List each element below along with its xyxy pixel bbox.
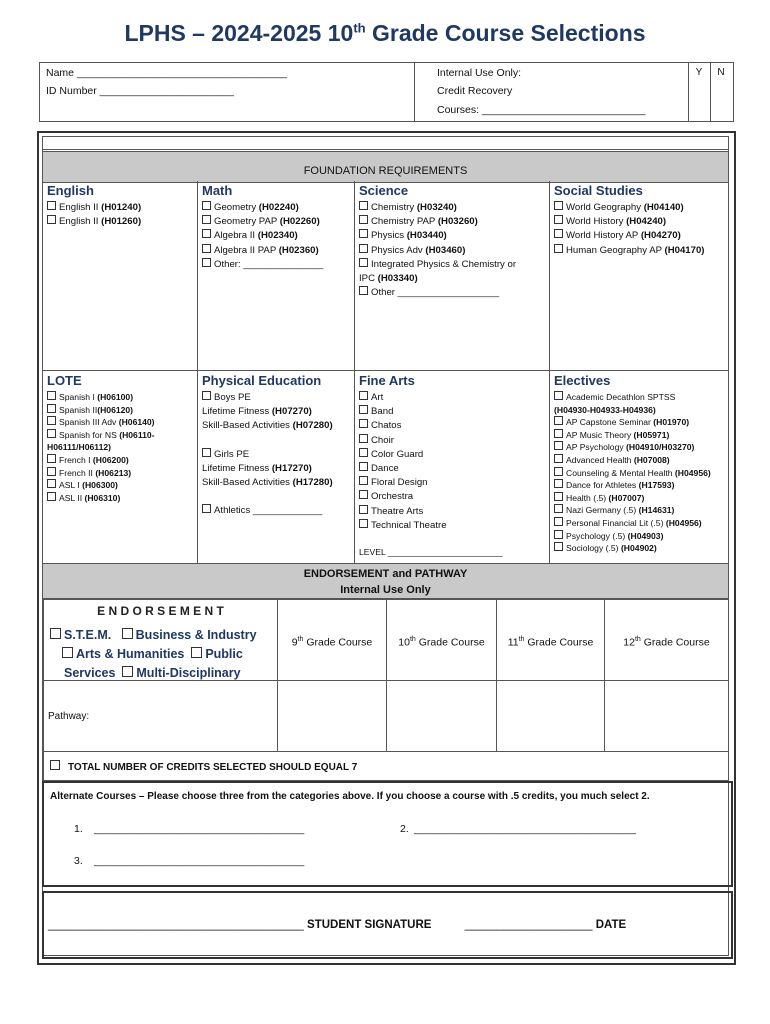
checkbox[interactable]	[359, 244, 368, 253]
checkbox[interactable]	[47, 391, 56, 400]
checkbox[interactable]	[554, 244, 563, 253]
header-box	[39, 62, 734, 122]
checkbox[interactable]	[359, 201, 368, 210]
checkbox[interactable]	[202, 201, 211, 210]
arts-checkbox[interactable]	[62, 647, 73, 658]
checkbox[interactable]	[359, 462, 368, 471]
grade-11-entry[interactable]	[496, 680, 605, 752]
grade-12-entry[interactable]	[604, 680, 729, 752]
checkbox[interactable]	[47, 215, 56, 224]
checkbox[interactable]	[359, 490, 368, 499]
grade-10-header: 10th Grade Course	[386, 599, 497, 681]
total-credits-row: TOTAL NUMBER OF CREDITS SELECTED SHOULD EQUAL 7	[43, 751, 729, 781]
checkbox[interactable]	[47, 404, 56, 413]
checkbox[interactable]	[47, 201, 56, 210]
science-section: Science Chemistry (H03240) Chemistry PAP (H03260) Physics (H03440) Physics Adv (H03460) Integrated Physics & Chemistry or IPC (H03340) Other ___________________	[355, 181, 550, 370]
checkbox[interactable]	[202, 258, 211, 267]
checkbox[interactable]	[554, 492, 563, 501]
date-line[interactable]: ____________________	[464, 919, 593, 931]
total-credits-checkbox[interactable]	[50, 760, 60, 770]
alternate-3-field[interactable]: ____________________________________	[94, 855, 305, 867]
checkbox[interactable]	[554, 215, 563, 224]
checkbox[interactable]	[359, 391, 368, 400]
checkbox[interactable]	[554, 542, 563, 551]
checkbox[interactable]	[554, 504, 563, 513]
checkbox[interactable]	[554, 391, 563, 400]
courses-field[interactable]: Courses: ____________________________	[437, 104, 646, 116]
checkbox[interactable]	[359, 405, 368, 414]
social-studies-section: Social Studies World Geography (H04140) World History (H04240) World History AP (H04270) Human Geography AP (H04170)	[554, 183, 705, 256]
checkbox[interactable]	[202, 229, 211, 238]
checkbox[interactable]	[47, 416, 56, 425]
credit-recovery-label: Credit Recovery	[437, 85, 513, 97]
checkbox[interactable]	[202, 391, 211, 400]
page-title: LPHS – 2024-2025 10th Grade Course Selections	[124, 20, 646, 46]
checkbox[interactable]	[554, 530, 563, 539]
grade-9-header: 9th Grade Course	[277, 599, 387, 681]
business-checkbox[interactable]	[122, 628, 133, 639]
checkbox[interactable]	[554, 467, 563, 476]
english-section: English English II (H01240) English II (H01260)	[43, 181, 198, 370]
alternate-1-field[interactable]: ____________________________________	[94, 823, 305, 835]
form-body	[37, 131, 736, 965]
checkbox[interactable]	[47, 467, 56, 476]
checkbox[interactable]	[554, 479, 563, 488]
checkbox[interactable]	[359, 505, 368, 514]
grade-12-header: 12th Grade Course	[604, 599, 729, 681]
checkbox[interactable]	[47, 454, 56, 463]
signature-line[interactable]: ________________________________________	[48, 919, 304, 931]
electives-section: Electives Academic Decathlon SPTSS (H04930-H04933-H04936) AP Capstone Seminar (H01970) AP Music Theory (H05971) AP Psychology (H04910/H03270) Advanced Health (H07008) Counseling & Mental Health (H04956) Dance for Athletes (H17593) Health (.5) (H07007) Nazi Germany (.5) (H14631) Personal Financial Lit (.5) (H04956) Psychology (.5) (H04903) Sociology (.5) (H04902)	[554, 373, 711, 554]
checkbox[interactable]	[554, 429, 563, 438]
checkbox[interactable]	[359, 434, 368, 443]
alternate-courses-box: Alternate Courses – Please choose three from the categories above. If you choose a course with .5 credits, you much select 2. 1. ____________________________________ 2. ______________________________________ 3. ____________________________________	[42, 781, 733, 887]
lote-section: LOTE Spanish I (H06100) Spanish II(H06120) Spanish III Adv (H06140) Spanish for NS (H06110- H06111/H06112) French I (H06200) French II (H06213) ASL I (H06300) ASL II (H06310)	[43, 371, 198, 563]
checkbox[interactable]	[359, 476, 368, 485]
checkbox[interactable]	[202, 448, 211, 457]
endorsement-band: ENDORSEMENT and PATHWAY Internal Use Only	[43, 563, 728, 599]
alternate-2-field[interactable]: ______________________________________	[414, 823, 636, 835]
checkbox[interactable]	[554, 517, 563, 526]
checkbox[interactable]	[359, 448, 368, 457]
public-services-checkbox[interactable]	[191, 647, 202, 658]
checkbox[interactable]	[554, 416, 563, 425]
multi-checkbox[interactable]	[122, 666, 133, 677]
y-column[interactable]: Y	[688, 63, 709, 121]
checkbox[interactable]	[359, 215, 368, 224]
checkbox[interactable]	[554, 454, 563, 463]
grade-10-entry[interactable]	[386, 680, 497, 752]
checkbox[interactable]	[359, 258, 368, 267]
id-field[interactable]: ID Number _______________________	[46, 85, 234, 97]
pe-section: Physical Education Boys PE Lifetime Fitness (H07270) Skill-Based Activities (H07280) Girls PE Lifetime Fitness (H17270) Skill-Based Activities (H17280) Athletics _____________	[198, 371, 355, 563]
pathway-cell[interactable]: Pathway:	[43, 680, 278, 752]
checkbox[interactable]	[359, 229, 368, 238]
checkbox[interactable]	[47, 429, 56, 438]
checkbox[interactable]	[202, 244, 211, 253]
checkbox[interactable]	[554, 441, 563, 450]
fine-arts-section: Fine Arts Art Band Chatos Choir Color Guard Dance Floral Design Orchestra Theatre Arts Technical Theatre LEVEL ________________________	[355, 371, 550, 563]
checkbox[interactable]	[359, 286, 368, 295]
level-field[interactable]: LEVEL ________________________	[359, 547, 503, 557]
endorsement-options: E N D O R S E M E N T S.T.E.M. Business & Industry Arts & Humanities Public Services Multi-Disciplinary	[43, 599, 278, 681]
checkbox[interactable]	[47, 479, 56, 488]
internal-use-label: Internal Use Only:	[437, 67, 522, 79]
checkbox[interactable]	[359, 419, 368, 428]
math-section: Math Geometry (H02240) Geometry PAP (H02260) Algebra II (H02340) Algebra II PAP (H02360) Other: _______________	[198, 181, 355, 370]
n-column[interactable]: N	[710, 63, 731, 121]
stem-checkbox[interactable]	[50, 628, 61, 639]
grade-11-header: 11th Grade Course	[496, 599, 605, 681]
foundation-band: FOUNDATION REQUIREMENTS	[43, 151, 728, 183]
checkbox[interactable]	[47, 492, 56, 501]
checkbox[interactable]	[554, 201, 563, 210]
checkbox[interactable]	[202, 215, 211, 224]
checkbox[interactable]	[554, 229, 563, 238]
checkbox[interactable]	[359, 519, 368, 528]
grade-9-entry[interactable]	[277, 680, 387, 752]
name-field[interactable]: Name ____________________________________	[46, 67, 288, 79]
signature-box: ________________________________________ STUDENT SIGNATURE ____________________ DATE	[42, 891, 733, 959]
checkbox[interactable]	[202, 504, 211, 513]
